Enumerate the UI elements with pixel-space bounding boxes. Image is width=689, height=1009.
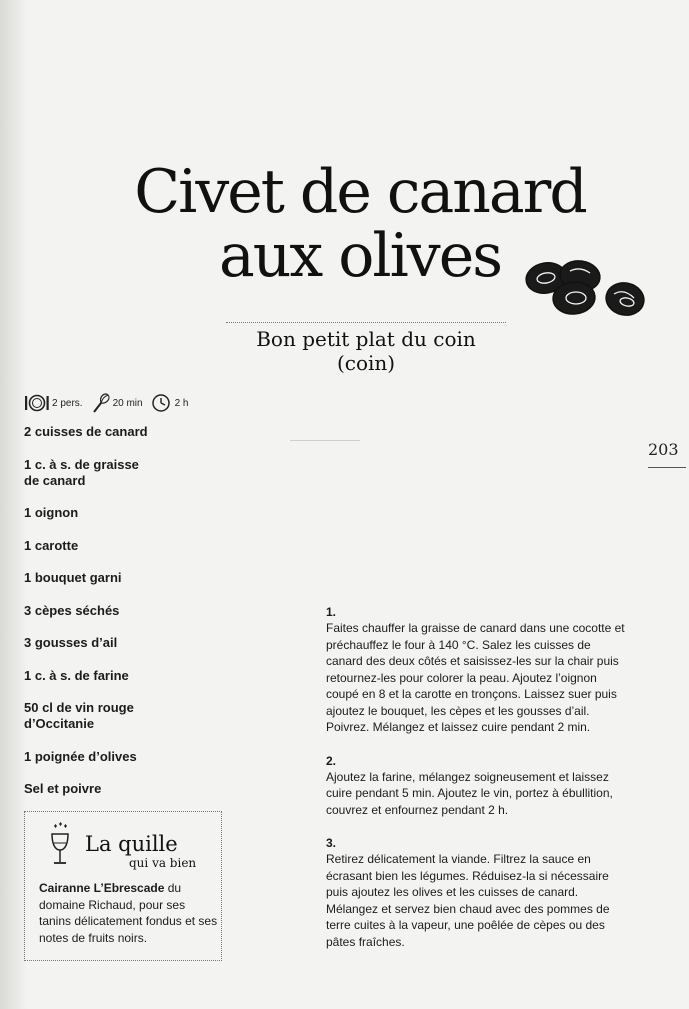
recipe-step: [326, 604, 626, 736]
cook-time-info: [151, 393, 189, 413]
cook-time-text: 2 h: [174, 397, 189, 409]
plate-cutlery-icon: [24, 393, 50, 413]
wine-box-subtitle: qui va bien: [129, 856, 197, 870]
ingredient-item: 1 carotte: [24, 537, 79, 553]
wine-name: Cairanne L’Ebrescade: [39, 881, 165, 895]
recipe-steps: [326, 604, 626, 967]
ingredient-item: 50 cl de vin rouge d’Occitanie: [24, 700, 134, 731]
ingredient-item: 1 c. à s. de farine: [24, 667, 129, 683]
wine-glass-icon: [47, 822, 73, 868]
servings-info: [24, 393, 83, 413]
wine-pairing-box: [24, 811, 222, 961]
recipe-meta: [24, 392, 197, 414]
ingredients-list: [24, 424, 224, 814]
ingredient-item: Sel et poivre: [24, 781, 102, 796]
ingredient-item: 1 poignée d’olives: [24, 748, 137, 764]
step-number: 1.: [326, 605, 337, 619]
ingredient-item: 1 bouquet garni: [24, 570, 122, 585]
ingredient-item: 3 cèpes séchés: [24, 602, 120, 618]
recipe-step: [326, 753, 626, 819]
clock-icon: [151, 393, 173, 413]
recipe-step: [326, 835, 626, 950]
step-number: 2.: [326, 753, 337, 768]
wine-details: du domaine Richaud, pour ses tanins délicatement fondus et ses notes de fruits noirs.: [39, 881, 218, 945]
whisk-icon: [91, 392, 111, 414]
ingredient-item: 3 gousses d’ail: [24, 635, 118, 650]
step-text: Ajoutez la farine, mélangez soigneusement et laissez cuire pendant 5 min. Ajoutez le vin, portez à ébullition, couvrez et enfournez pendant 2 h.: [326, 769, 613, 817]
pencil-mark: [290, 440, 360, 441]
servings-text: 2 pers.: [52, 397, 83, 409]
ingredient-item: 2 cuisses de canard: [24, 424, 148, 439]
title-line-2: aux olives: [218, 221, 502, 291]
step-number: 3.: [326, 836, 337, 850]
wine-description: [39, 880, 219, 946]
wine-box-title: La quille: [85, 832, 178, 856]
olives-icon: [522, 258, 648, 324]
recipe-subtitle: Bon petit plat du coin (coin): [226, 322, 506, 375]
ingredient-item: 1 c. à s. de graisse de canard: [24, 456, 139, 488]
ingredient-item: 1 oignon: [24, 505, 79, 520]
title-line-1: Civet de canard: [134, 157, 586, 227]
page-number: 203: [648, 440, 686, 468]
step-text: Retirez délicatement la viande. Filtrez la sauce en écrasant bien les légumes. Réduisez-la si nécessaire puis ajoutez les olives et les cuisses de canard. Mélangez et servez bien chaud avec des pommes de terre cuites à la vapeur, une poêlée de cèpes ou des pâtes fraîches.: [326, 852, 610, 949]
prep-time-text: 20 min: [112, 397, 143, 409]
prep-time-info: [91, 392, 143, 414]
step-text: Faites chauffer la graisse de canard dans une cocotte et préchauffez le four à 140 °C. Salez les cuisses de canard des deux côtés et saisissez-les sur la chair puis retournez-les pour colorer la peau. Ajoutez l’oignon coupé en 8 et la carotte en tronçons. Laissez suer puis ajoutez le bouquet, les cèpes et les gousses d’ail. Poivrez. Mélangez et laissez cuire pendant 2 min.: [326, 621, 625, 734]
